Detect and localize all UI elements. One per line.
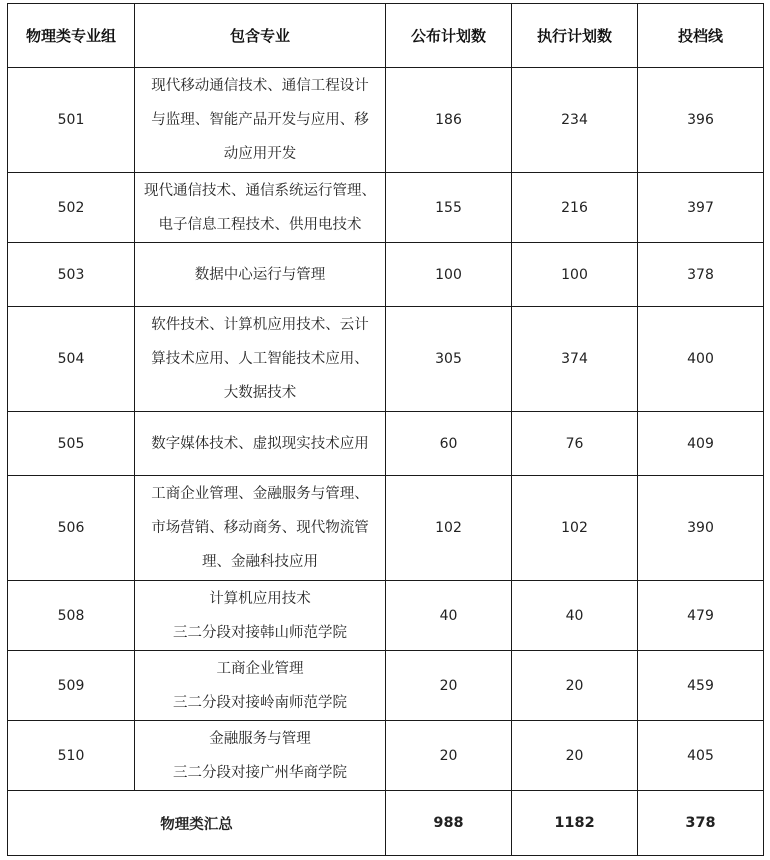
- group-code: 502: [8, 173, 135, 243]
- group-code: 505: [8, 412, 135, 476]
- major-line: 大数据技术: [223, 385, 297, 401]
- major-line: 数据中心运行与管理: [194, 266, 326, 283]
- majors-cell: [135, 68, 386, 173]
- major-line: 数字媒体技术、虚拟现实技术应用: [151, 435, 369, 452]
- major-line: 电子信息工程技术、供用电技术: [158, 216, 362, 233]
- cutoff-score: 409: [638, 412, 764, 476]
- admission-score-table: [7, 3, 764, 856]
- table-row: [8, 412, 764, 476]
- majors-cell: [135, 651, 386, 721]
- executed-plan: 20: [512, 651, 638, 721]
- group-code: 508: [8, 581, 135, 651]
- cutoff-score: 479: [638, 581, 764, 651]
- executed-plan: 40: [512, 581, 638, 651]
- group-code: 503: [8, 243, 135, 307]
- cutoff-score: 378: [638, 243, 764, 307]
- table-row: [8, 173, 764, 243]
- cutoff-score: 400: [638, 307, 764, 412]
- majors-cell: [135, 173, 386, 243]
- major-line: 现代移动通信技术、通信工程设计: [151, 78, 369, 94]
- published-plan: 40: [386, 581, 512, 651]
- table-row: [8, 243, 764, 307]
- published-plan: 60: [386, 412, 512, 476]
- executed-plan: 100: [512, 243, 638, 307]
- published-plan: 186: [386, 68, 512, 173]
- major-line: 工商企业管理: [216, 660, 304, 677]
- cutoff-score: 459: [638, 651, 764, 721]
- major-line: 三二分段对接韩山师范学院: [173, 624, 347, 641]
- majors-cell: [135, 476, 386, 581]
- group-code: 504: [8, 307, 135, 412]
- executed-plan: 76: [512, 412, 638, 476]
- executed-plan: 216: [512, 173, 638, 243]
- group-code: 501: [8, 68, 135, 173]
- majors-cell: [135, 243, 386, 307]
- executed-plan: 20: [512, 721, 638, 791]
- table-row: [8, 68, 764, 173]
- published-plan: 20: [386, 651, 512, 721]
- major-line: 市场营销、移动商务、现代物流管: [151, 520, 369, 536]
- group-code: 506: [8, 476, 135, 581]
- major-line: 理、金融科技应用: [202, 554, 318, 570]
- major-line: 金融服务与管理: [209, 730, 311, 747]
- table-row: [8, 307, 764, 412]
- major-line: 算技术应用、人工智能技术应用、: [151, 351, 369, 367]
- major-line: 现代通信技术、通信系统运行管理、: [144, 182, 376, 199]
- header-cutoff: 投档线: [638, 4, 764, 68]
- table-row: [8, 581, 764, 651]
- major-line: 工商企业管理、金融服务与管理、: [151, 486, 369, 502]
- total-cutoff-score: 378: [638, 791, 764, 856]
- header-row: [8, 4, 764, 68]
- published-plan: 102: [386, 476, 512, 581]
- header-group: 物理类专业组: [8, 4, 135, 68]
- cutoff-score: 390: [638, 476, 764, 581]
- total-row: [8, 791, 764, 856]
- executed-plan: 374: [512, 307, 638, 412]
- total-executed-plan: 1182: [512, 791, 638, 856]
- header-published-plan: 公布计划数: [386, 4, 512, 68]
- table-row: [8, 651, 764, 721]
- table-row: [8, 721, 764, 791]
- published-plan: 100: [386, 243, 512, 307]
- header-executed-plan: 执行计划数: [512, 4, 638, 68]
- major-line: 计算机应用技术: [209, 590, 311, 607]
- published-plan: 305: [386, 307, 512, 412]
- major-line: 与监理、智能产品开发与应用、移: [151, 112, 369, 128]
- majors-cell: [135, 581, 386, 651]
- cutoff-score: 405: [638, 721, 764, 791]
- cutoff-score: 396: [638, 68, 764, 173]
- published-plan: 155: [386, 173, 512, 243]
- total-label: 物理类汇总: [8, 791, 386, 856]
- group-code: 509: [8, 651, 135, 721]
- major-line: 三二分段对接岭南师范学院: [173, 694, 347, 711]
- major-line: 动应用开发: [223, 146, 297, 162]
- table-row: [8, 476, 764, 581]
- group-code: 510: [8, 721, 135, 791]
- majors-cell: [135, 721, 386, 791]
- majors-cell: [135, 412, 386, 476]
- total-published-plan: 988: [386, 791, 512, 856]
- executed-plan: 234: [512, 68, 638, 173]
- header-majors: 包含专业: [135, 4, 386, 68]
- major-line: 三二分段对接广州华商学院: [173, 764, 347, 781]
- majors-cell: [135, 307, 386, 412]
- published-plan: 20: [386, 721, 512, 791]
- table-body: [8, 68, 764, 856]
- executed-plan: 102: [512, 476, 638, 581]
- major-line: 软件技术、计算机应用技术、云计: [151, 317, 369, 333]
- cutoff-score: 397: [638, 173, 764, 243]
